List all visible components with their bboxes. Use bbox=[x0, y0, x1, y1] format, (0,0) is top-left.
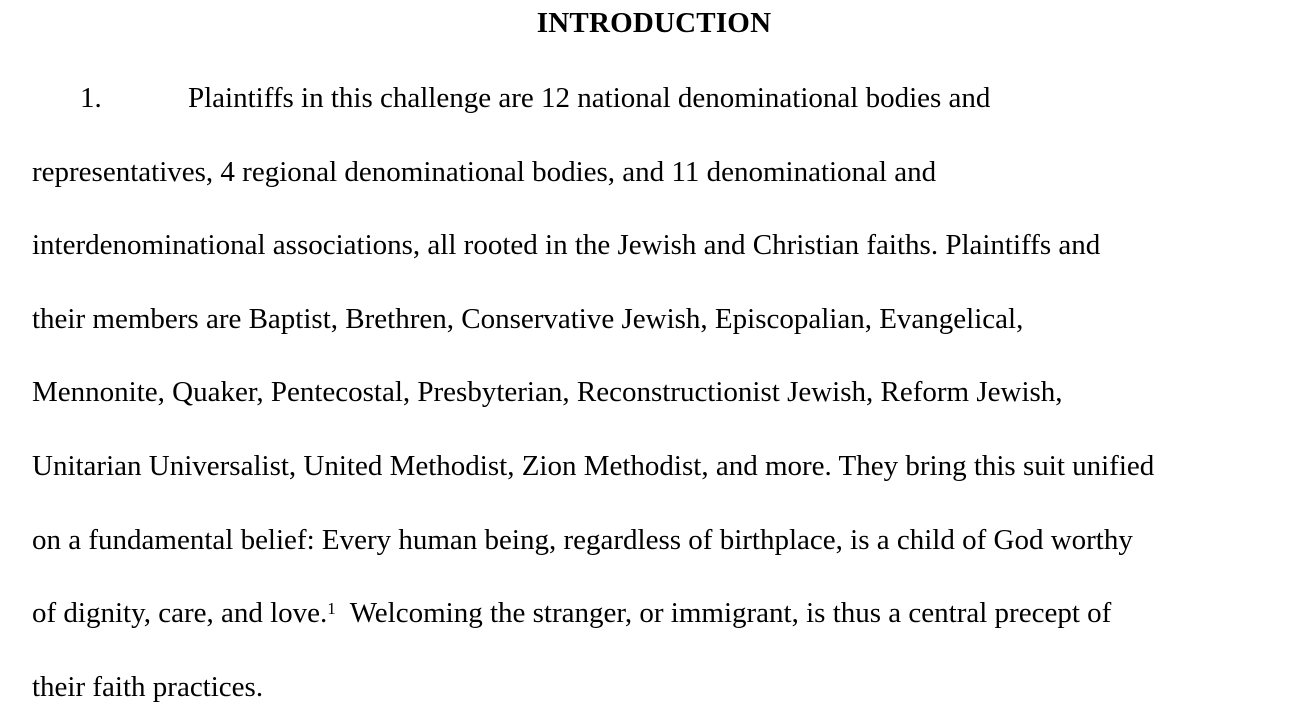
line-8-text-after: Welcoming the stranger, or immigrant, is thus a central precept of bbox=[335, 597, 1112, 629]
paragraph-line-4: their members are Baptist, Brethren, Conservative Jewish, Episcopalian, Evangelical, bbox=[32, 303, 1024, 335]
paragraph-line-5: Mennonite, Quaker, Pentecostal, Presbyterian, Reconstructionist Jewish, Reform Jewish, bbox=[32, 376, 1063, 408]
paragraph-line-1: Plaintiffs in this challenge are 12 national denominational bodies and bbox=[188, 82, 991, 114]
paragraph-line-2: representatives, 4 regional denominational bodies, and 11 denominational and bbox=[32, 156, 937, 188]
paragraph-line-7: on a fundamental belief: Every human being, regardless of birthplace, is a child of God worthy bbox=[32, 524, 1133, 556]
footnote-reference[interactable]: 1 bbox=[327, 599, 336, 618]
line-8-text-before: of dignity, care, and love. bbox=[32, 597, 328, 629]
paragraph-line-8 bbox=[32, 593, 1111, 633]
paragraph-number: 1. bbox=[80, 82, 102, 114]
paragraph-line-3: interdenominational associations, all rooted in the Jewish and Christian faiths. Plaintiffs and bbox=[32, 229, 1101, 261]
section-heading: INTRODUCTION bbox=[536, 7, 772, 39]
paragraph-line-9: their faith practices. bbox=[32, 671, 264, 703]
paragraph-line-6: Unitarian Universalist, United Methodist, Zion Methodist, and more. They bring this suit unified bbox=[32, 450, 1155, 482]
